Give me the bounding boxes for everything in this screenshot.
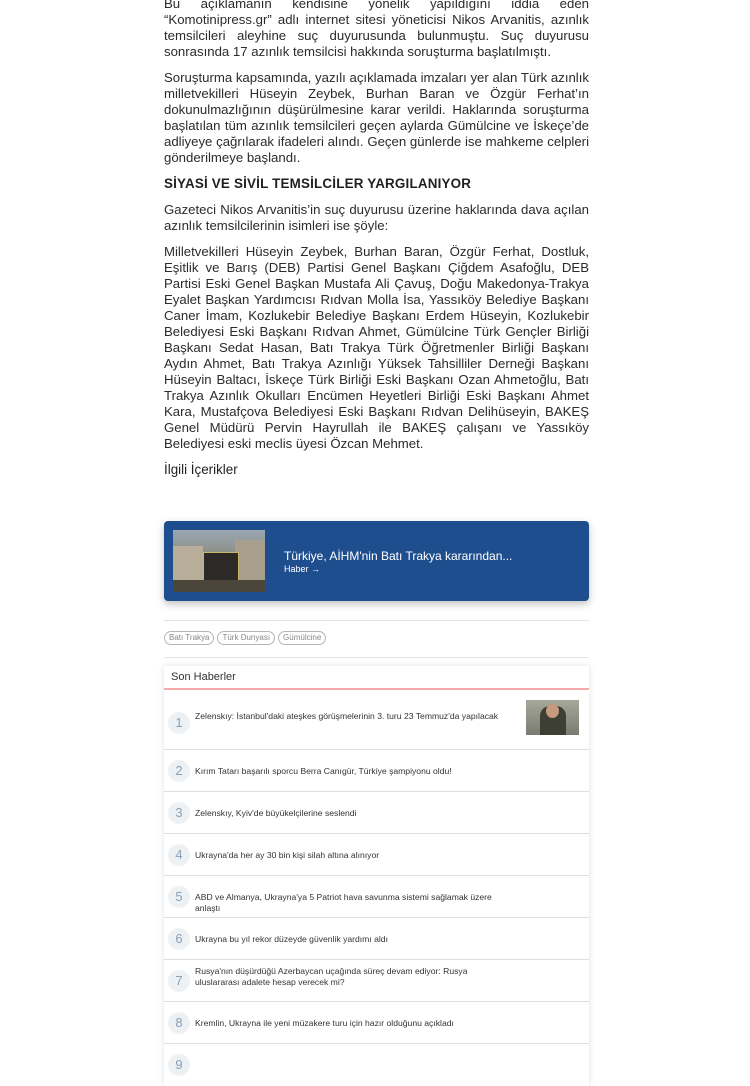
news-item[interactable] bbox=[164, 918, 589, 960]
related-content-heading: İlgili İçerikler bbox=[164, 462, 238, 477]
news-title[interactable]: Kırım Tatarı başarılı sporcu Berra Canıgür, Türkiye şampiyonu oldu! bbox=[195, 766, 452, 776]
news-title[interactable]: Ukrayna bu yıl rekor düzeyde güvenlik yardımı aldı bbox=[195, 934, 388, 944]
related-news-thumbnail[interactable] bbox=[173, 530, 265, 592]
article-paragraph: Gazeteci Nikos Arvanitis’in suç duyurusu üzerine haklarında dava açılan azınlık temsilcilerinin isimleri ise şöyle: bbox=[164, 202, 589, 233]
news-thumbnail[interactable] bbox=[526, 700, 579, 735]
tag-gumulcine[interactable]: Gümülcine bbox=[278, 631, 326, 645]
news-rank: 3 bbox=[168, 802, 190, 824]
divider bbox=[164, 657, 589, 658]
news-title[interactable]: Zelenskıy, Kyiv'de büyükelçilerine seslendi bbox=[195, 808, 357, 818]
article-subheading: SİYASİ VE SİVİL TEMSİLCİLER YARGILANIYOR bbox=[164, 176, 472, 191]
news-title[interactable]: Kremlin, Ukrayna ile yeni müzakere turu için hazır olduğunu açıkladı bbox=[195, 1018, 454, 1028]
news-rank: 2 bbox=[168, 760, 190, 782]
news-rank: 5 bbox=[168, 886, 190, 908]
latest-news-box bbox=[164, 666, 589, 1086]
divider bbox=[164, 620, 589, 621]
news-rank: 9 bbox=[168, 1054, 190, 1076]
news-title[interactable]: Rusya'nın düşürdüğü Azerbaycan uçağında süreç devam ediyor: Rusya uluslararası adalete hesap verecek mi? bbox=[195, 966, 468, 987]
news-rank: 6 bbox=[168, 928, 190, 950]
article-paragraph: Milletvekilleri Hüseyin Zeybek, Burhan Baran, Özgür Ferhat, Dostluk, Eşitlik ve Barış (DEB) Partisi Genel Başkanı Çiğdem Asafoğlu, DEB Partisi Eski Genel Başkan Mustafa Ali Çavuş, Doğu Makedonya-Trakya Eyalet Başkan Yardımcısı Rıdvan Molla İsa, Yassıköy Belediye Başkanı Caner İmam, Kozlukebir Belediye Başkanı Erdem Hüseyin, Kozlukebir Belediyesi Eski Başkanı Rıdvan Ahmet, Gümülcine Türk Gençler Birliği Başkanı Sedat Hasan, Batı Trakya Türk Öğretmenler Birliği Başkanı Aydın Ahmet, Batı Trakya Azınlığı Yüksek Tahsilliler Derneği Başkanı Hüseyin Baltacı, İskeçe Türk Birliği Eski Başkanı Ozan Ahmetoğlu, Batı Trakya Azınlık Okulları Encümen Heyetleri Birliği Eski Başkanı Ahmet Kara, Mustafçova Belediyesi Eski Başkanı Rıdvan Delihüseyin, BAKEŞ Genel Müdürü Pervin Hayrullah ile BAKEŞ çalışanı ve Yassıköy Belediyesi eski meclis üyesi Özcan Mehmet. bbox=[164, 244, 589, 451]
news-rank: 8 bbox=[168, 1012, 190, 1034]
article-paragraph: Bu açıklamanın kendisine yönelik yapıldığını iddia eden “Komotinipress.gr” adlı internet sitesi yöneticisi Nikos Arvanitis, azınlık temsilcileri aleyhine suç duyurusunda bulunmuştu. Suç duyurusu sonrasında 17 azınlık temsilcisi hakkında soruşturma başlatılmıştı. bbox=[164, 0, 589, 59]
related-news-title[interactable]: Türkiye, AİHM'nin Batı Trakya kararından... bbox=[284, 549, 513, 563]
news-title[interactable]: Zelenskıy: İstanbul'daki ateşkes görüşmelerinin 3. turu 23 Temmuz'da yapılacak bbox=[195, 711, 499, 721]
news-rank: 1 bbox=[168, 712, 190, 734]
article-body bbox=[164, 0, 589, 477]
article-paragraph: Soruşturma kapsamında, yazılı açıklamada imzaları yer alan Türk azınlık milletvekilleri Hüseyin Zeybek, Burhan Baran ve Özgür Ferhat’ın dokunulmazlığının düşürülmesine karar verildi. Haklarında soruşturma başlatılan tüm azınlık temsilcileri geçen aylarda Gümülcine ve İskeçe’de adliyeye çağrılarak ifadeleri alındı. Geçen günlerde ise mahkeme celpleri gönderilmeye başlandı. bbox=[164, 70, 589, 165]
news-item[interactable] bbox=[164, 750, 589, 792]
news-item[interactable] bbox=[164, 792, 589, 834]
news-item[interactable] bbox=[164, 692, 589, 750]
tag-list bbox=[164, 631, 326, 645]
news-rank: 4 bbox=[168, 844, 190, 866]
news-item[interactable] bbox=[164, 1044, 589, 1085]
news-item[interactable] bbox=[164, 876, 589, 918]
related-news-category-link[interactable]: Haber → bbox=[284, 564, 321, 574]
latest-news-header: Son Haberler bbox=[164, 666, 589, 690]
news-rank: 7 bbox=[168, 970, 190, 992]
related-news-card[interactable] bbox=[164, 521, 589, 601]
tag-turk-dunyasi[interactable]: Türk Dunyası bbox=[217, 631, 275, 645]
news-item[interactable] bbox=[164, 1002, 589, 1044]
news-item[interactable] bbox=[164, 960, 589, 1002]
news-title[interactable]: ABD ve Almanya, Ukrayna'ya 5 Patriot hava savunma sistemi sağlamak üzere anlaştı bbox=[195, 892, 492, 913]
tag-bati-trakya[interactable]: Batı Trakya bbox=[164, 631, 214, 645]
news-title[interactable]: Ukrayna'da her ay 30 bin kişi silah altına alınıyor bbox=[195, 850, 380, 860]
news-item[interactable] bbox=[164, 834, 589, 876]
